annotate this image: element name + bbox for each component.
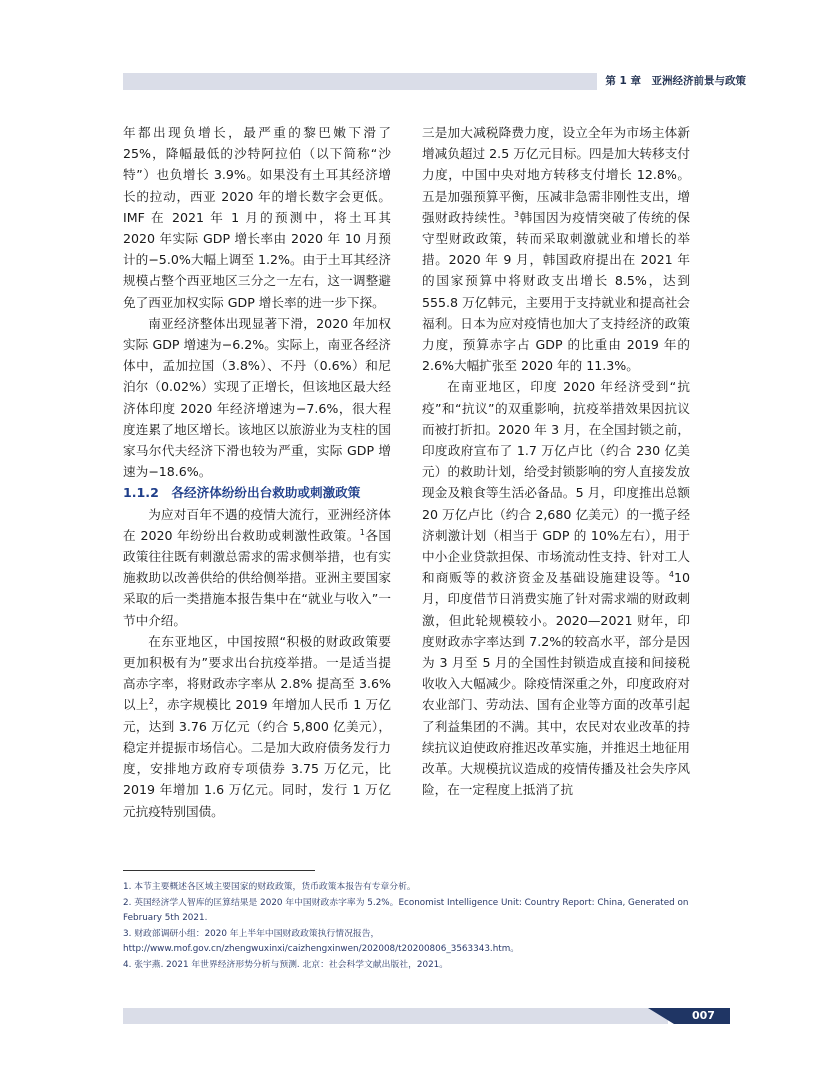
paragraph-text: 三是加大减税降费力度，设立全年为市场主体新增减负超过 2.5 万亿元目标。四是加大转移支付力度，中国中央对地方转移支付增长 12.8%。五是加强预算平衡，压减非急需非刚性支出，增强财政持续性。 bbox=[422, 125, 690, 225]
footnotes bbox=[123, 880, 691, 973]
paragraph-text: 10 月，印度借节日消费实施了针对需求端的财政刺激，但此轮规模较小。2020—2021 财年，印度财政赤字率达到 7.2%的较高水平，部分是因为 3 月至 5 月的全国性封锁造成直接和间接税收收入大幅减少。除疫情深重之外，印度政府对农业部门、劳动法、国有企业等方面的改革引起了利益集团的不满。其中，农民对农业改革的持续抗议迫使政府推迟改革实施，并推迟土地征用改革。大规模抗议造成的疫情传播及社会失序风险，在一定程度上抵消了抗 bbox=[422, 570, 690, 798]
page-number bbox=[674, 1008, 730, 1024]
footer-wedge bbox=[648, 1008, 674, 1024]
paragraph-text: 在南亚地区，印度 2020 年经济受到“抗疫”和“抗议”的双重影响，抗疫举措效果因抗议而被打折扣。2020 年 3 月，在全国封锁之前，印度政府宣布了 1.7 万亿卢比（约合 230 亿美元）的救助计划，给受封锁影响的穷人直接发放现金及粮食等生活必备品。5 月，印度推出总额 20 万亿卢比（约合 2,680 亿美元）的一揽子经济刺激计划（相当于 GDP 的 10%左右），用于中小企业贷款担保、市场流动性支持、针对工人和商贩等的救济资金及基础设施建设等。 bbox=[422, 379, 690, 586]
paragraph-text: 韩国因为疫情突破了传统的保守型财政政策，转而采取刺激就业和增长的举措。2020 年 9 月，韩国政府提出在 2021 年的国家预算中将财政支出增长 8.5%，达到 555.8 万亿韩元，主要用于支持就业和提高社会福利。日本为应对疫情也加大了支持经济的政策力度，预算赤字占 GDP 的比重由 2019 年的 2.6%大幅扩张至 2020 年的 11.3%。 bbox=[422, 209, 691, 374]
paragraph bbox=[422, 376, 690, 800]
paragraph-text: 各国政策往往既有刺激总需求的需求侧举措，也有实施救助以改善供给的供给侧举措。亚洲主要国家采取的后一类措施本报告集中在“就业与收入”一节中介绍。 bbox=[123, 527, 391, 628]
paragraph bbox=[123, 631, 391, 822]
paragraph bbox=[123, 504, 391, 631]
left-column bbox=[123, 122, 391, 822]
paragraph: 南亚经济整体出现显著下滑，2020 年加权实际 GDP 增速为−6.2%。实际上，南亚各经济体中，孟加拉国（3.8%）、不丹（0.6%）和尼泊尔（0.02%）实现了正增长，但该地区最大经济体印度 2020 年经济增速为−7.6%，很大程度连累了地区增长。该地区以旅游业为支柱的国家马尔代夫经济下滑也较为严重，实际 GDP 增速为−18.6%。 bbox=[123, 315, 391, 480]
chapter-title: 第 1 章 亚洲经济前景与政策 bbox=[597, 73, 746, 90]
paragraph-text: 在东亚地区，中国按照“积极的财政政策要更加积极有为”要求出台抗疫举措。一是适当提高赤字率，将财政赤字率从 2.8% 提高至 3.6%以上 bbox=[123, 633, 391, 713]
footnote: 1. 本节主要概述各区域主要国家的财政政策，货币政策本报告有专章分析。 bbox=[123, 882, 416, 892]
footnote-divider bbox=[123, 870, 315, 871]
footnote-ref[interactable]: 2 bbox=[148, 697, 154, 707]
section-heading: 1.1.2 各经济体纷纷出台救助或刺激政策 bbox=[123, 485, 361, 501]
footnote: 4. 张宇燕. 2021 年世界经济形势分析与预测. 北京：社会科学文献出版社，2021。 bbox=[123, 959, 449, 970]
paragraph-text: ，赤字规模比 2019 年增加人民币 1 万亿元，达到 3.76 万亿元（约合 5,800 亿美元），稳定并提振市场信心。二是加大政府债务发行力度，安排地方政府专项债券 3.75 万亿元，比 2019 年增加 1.6 万亿元。同时，发行 1 万亿元抗疫特别国债。 bbox=[123, 697, 392, 819]
page-number-text: 007 bbox=[692, 1009, 715, 1022]
paragraph-text: 为应对百年不遇的疫情大流行，亚洲经济体在 2020 年纷纷出台救助或刺激性政策。 bbox=[123, 506, 391, 543]
footnote: 2. 英国经济学人智库的匡算结果是 2020 年中国财政赤字率为 5.2%。Economist Intelligence Unit: Country Report: China, Generated on February 5th 2021. bbox=[123, 897, 689, 923]
paragraph bbox=[422, 122, 690, 376]
footnote-ref[interactable]: 4 bbox=[668, 570, 674, 580]
right-column bbox=[422, 122, 690, 801]
footnote: 3. 财政部调研小组：2020 年上半年中国财政政策执行情况报告，http://www.mof.gov.cn/zhengwuxinxi/caizhengxinwen/202008/t20200806_3563343.htm。 bbox=[123, 928, 520, 954]
footnote-ref[interactable]: 1 bbox=[359, 527, 365, 537]
footer-band bbox=[123, 1008, 668, 1024]
footnote-ref[interactable]: 3 bbox=[514, 209, 520, 219]
paragraph: 年都出现负增长，最严重的黎巴嫩下滑了 25%，降幅最低的沙特阿拉伯（以下简称“沙特”）也负增长 3.9%。如果没有土耳其经济增长的拉动，西亚 2020 年的增长数字会更低。IMF 在 2021 年 1 月的预测中，将土耳其 2020 年实际 GDP 增长率由 2020 年 10 月预计的−5.0%大幅上调至 1.2%。由于土耳其经济规模占整个西亚地区三分之一左右，这一调整避免了西亚加权实际 GDP 增长率的进一步下探。 bbox=[123, 125, 391, 310]
